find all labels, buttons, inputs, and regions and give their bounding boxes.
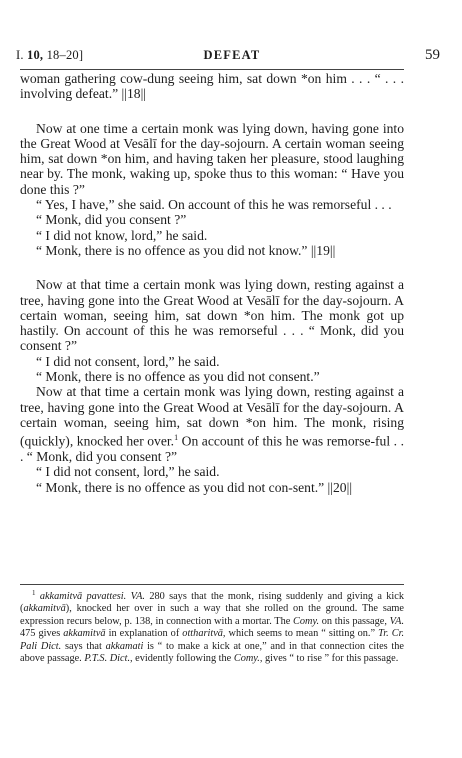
footnote-text: in explanation of	[108, 628, 180, 640]
footnote-term: ottharitvā,	[182, 628, 226, 640]
footnote-text: says that	[64, 640, 102, 652]
paragraph: “ Monk, did you consent ?”	[36, 212, 187, 228]
running-header	[12, 48, 452, 68]
footnote-ref: VA.	[130, 591, 145, 602]
footnote-text: which seems to mean “ sitting on.”	[228, 628, 376, 640]
paragraph: “ Yes, I have,” she said. On account of this he was remorseful . . .	[36, 197, 392, 213]
paragraph: “ I did not consent, lord,” he said.	[36, 464, 220, 480]
paragraph: woman gathering cow-dung seeing him, sat down *on him . . . “ . . . involving defeat.” ||18||	[20, 71, 404, 102]
footnote-term: akkamati	[105, 640, 144, 652]
paragraph-text: Now at that time a certain monk was lying down, resting against a tree, having gone into the Great Wood at Vesālī for the day-sojourn. A certain woman, seeing him, sat down *on him. The monk, rising (quickly), knocked her over.	[20, 384, 404, 449]
footnote-ref: Comy.	[293, 615, 320, 627]
footnote-ref: VA.	[389, 615, 405, 627]
footnote-term: akkamitvā	[63, 628, 106, 640]
book-page	[12, 0, 452, 758]
running-title: DEFEAT	[203, 48, 261, 62]
footnote-text: 475 gives	[20, 628, 61, 640]
footnote-text: is “ to make a kick at one,” and in that connection cites the above passage.	[20, 640, 404, 665]
footnote-text: evidently following the	[135, 653, 232, 665]
main-text	[20, 71, 404, 495]
chapter-number: 10,	[27, 48, 44, 62]
section-range: 18–20]	[46, 48, 84, 62]
paragraph: “ Monk, there is no offence as you did not consent.”	[36, 369, 320, 385]
footnote-text: 280 says that the monk, rising suddenly and giving a kick (	[20, 591, 405, 615]
paragraph: “ Monk, there is no offence as you did not know.” ||19||	[36, 242, 336, 258]
paragraph: “ I did not know, lord,” he said.	[36, 227, 208, 243]
footnote-term: akkamitvā	[23, 603, 66, 615]
footnote-ref: Tr. Cr. Pali Dict.	[20, 628, 405, 652]
footnote-rule	[20, 584, 404, 585]
footnote-text: on this passage,	[321, 615, 387, 627]
footnote-ref: Comy.,	[233, 653, 263, 665]
paragraph	[20, 384, 404, 464]
paragraph: Now at that time a certain monk was lying down, resting against a tree, having gone into the Great Wood at Vesālī for the day-sojourn. A certain woman, seeing him, sat down *on him. The monk got up hastily. On account of this he was remorseful . . . “ Monk, did you consent ?”	[20, 277, 404, 354]
footnote-term: akkamitvā pavattesi.	[39, 591, 127, 602]
footnote-marker: 1	[32, 589, 36, 597]
footnote-text: ), knocked her over in such a way that she rolled on the ground. The same expression recurs below, p. 138, in connection with a mortar. The	[20, 603, 404, 627]
header-rule	[20, 69, 404, 70]
paragraph: “ I did not consent, lord,” he said.	[36, 353, 220, 369]
footnote-text: gives “ to rise ” for this passage.	[265, 653, 399, 665]
paragraph-text: On account of this he was remorse-ful . . . “ Monk, did you consent ?”	[20, 433, 404, 465]
footnote-ref: P.T.S. Dict.,	[84, 653, 133, 665]
footnote-reference[interactable]: 1	[174, 433, 179, 443]
footnote	[20, 587, 404, 665]
page-number: 59	[425, 47, 440, 63]
paragraph: Now at one time a certain monk was lying down, having gone into the Great Wood at Vesālī for the day-sojourn. A certain woman seeing him, sat down *on him, and having taken her pleasure, stood laughing near by. The monk, waking up, spoke thus to this woman: “ Have you done this ?”	[20, 120, 404, 197]
paragraph: “ Monk, there is no offence as you did not con-sent.” ||20||	[36, 479, 353, 495]
book-number: I.	[16, 48, 24, 62]
